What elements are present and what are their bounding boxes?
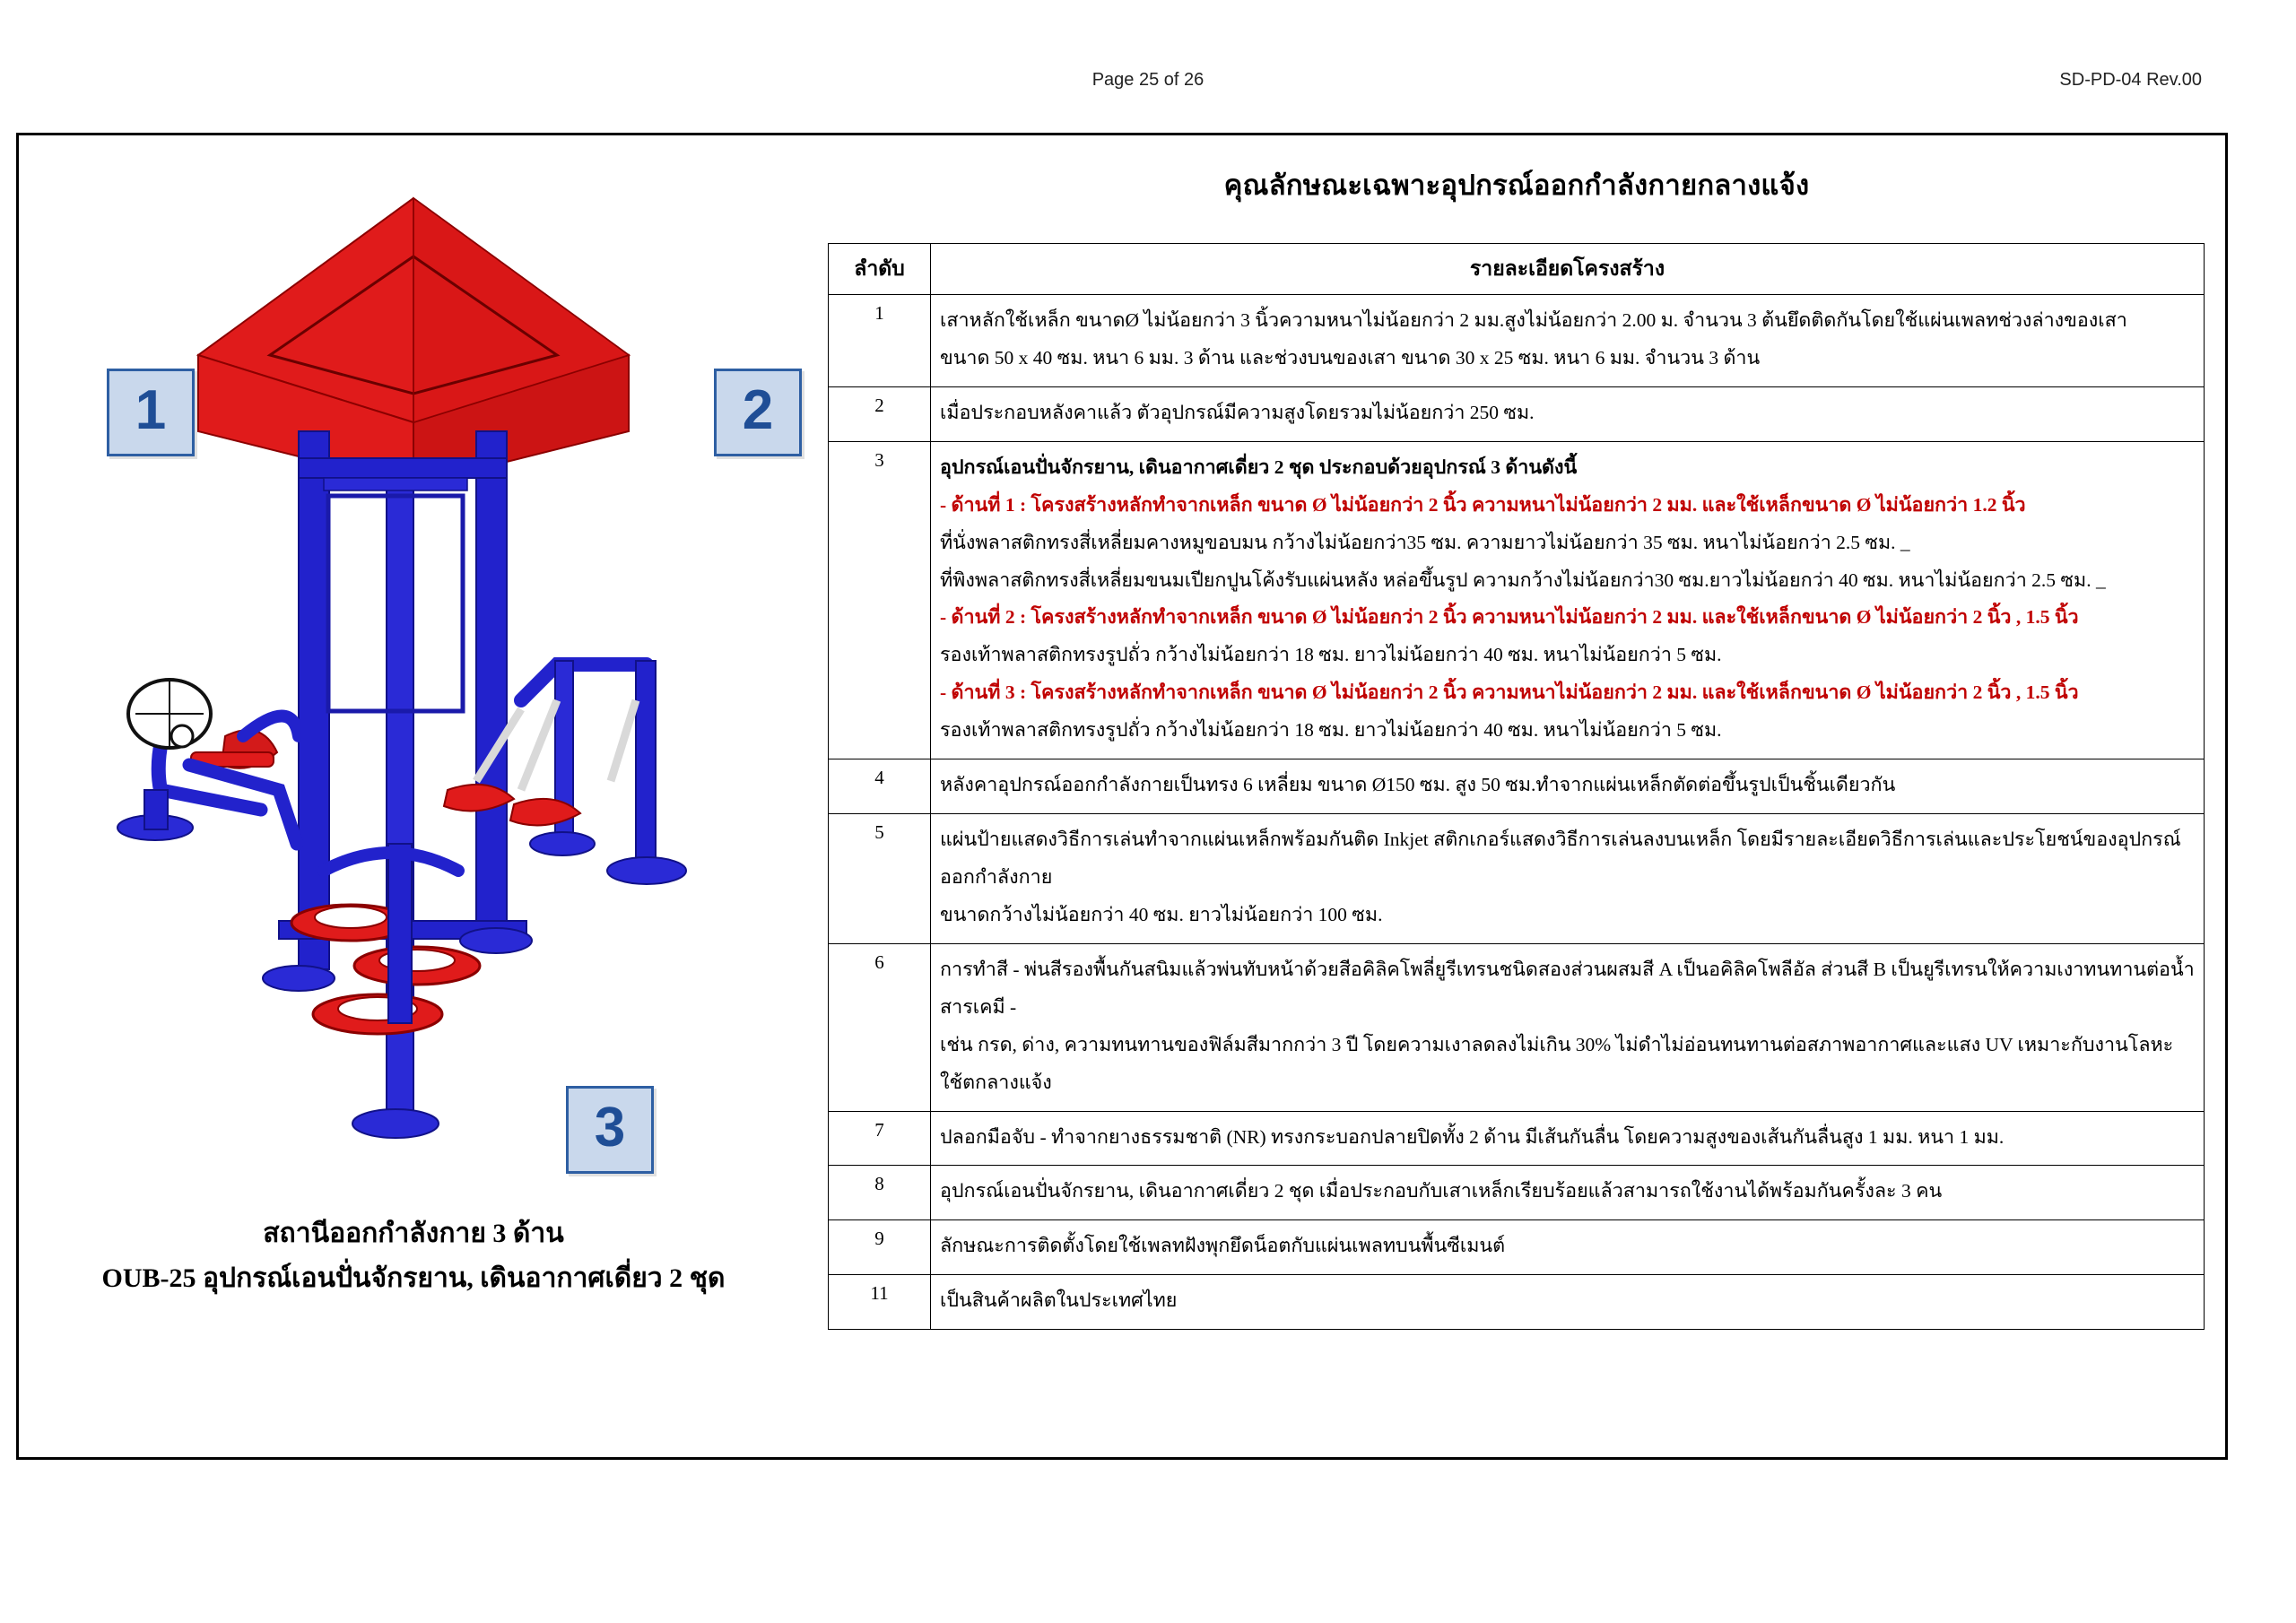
table-row <box>829 814 2205 944</box>
page-number-label: Page 25 of 26 <box>1091 70 1205 90</box>
table-header-row <box>829 244 2205 295</box>
detail-line: - ด้านที่ 1 : โครงสร้างหลักทำจากเหล็ก ขนาด Ø ไม่น้อยกว่า 2 นิ้ว ความหนาไม่น้อยกว่า 2 มม. และใช้เหล็กขนาด Ø ไม่น้อยกว่า 1.2 นิ้ว <box>940 493 2026 516</box>
row-detail <box>931 1275 2205 1330</box>
detail-line: ขนาด 50 x 40 ซม. หนา 6 มม. 3 ด้าน และช่วงบนของเสา ขนาด 30 x 25 ซม. หนา 6 มม. จำนวน 3 ด้าน <box>940 346 1761 369</box>
document-code-label: SD-PD-04 Rev.00 <box>2059 70 2202 90</box>
detail-line: แผ่นป้ายแสดงวิธีการเล่นทำจากแผ่นเหล็กพร้อมกันติด Inkjet สติกเกอร์แสดงวิธีการเล่นลงบนเหล็ก โดยมีรายละเอียดวิธีการเล่นและประโยชน์ของอุปกรณ์ออกกำลังกาย <box>940 829 2181 888</box>
row-number: 3 <box>829 441 931 759</box>
table-row <box>829 1275 2205 1330</box>
column-header-no: ลำดับ <box>829 244 931 295</box>
detail-line: อุปกรณ์เอนปั่นจักรยาน, เดินอากาศเดี่ยว 2 ชุด เมื่อประกอบกับเสาเหล็กเรียบร้อยแล้วสามารถใช้งานได้พร้อมกันครั้งละ 3 คน <box>940 1180 1943 1202</box>
specification-title: คุณลักษณะเฉพาะอุปกรณ์ออกกำลังกายกลางแจ้ง <box>1223 169 1810 201</box>
illustration-panel <box>19 135 808 1457</box>
detail-line: เป็นสินค้าผลิตในประเทศไทย <box>940 1289 1178 1312</box>
row-detail <box>931 1111 2205 1166</box>
row-number: 1 <box>829 295 931 387</box>
table-row <box>829 1111 2205 1166</box>
specification-table <box>828 243 2205 1330</box>
row-detail <box>931 1166 2205 1220</box>
detail-line: เมื่อประกอบหลังคาแล้ว ตัวอุปกรณ์มีความสูงโดยรวมไม่น้อยกว่า 250 ซม. <box>940 401 1535 423</box>
detail-line: การทำสี - พ่นสีรองพื้นกันสนิมแล้วพ่นทับหน้าด้วยสีอคิลิคโพลี่ยูรีเทรนชนิดสองส่วนผสมสี A เป็นอคิลิคโพลีอัล ส่วนสี B เป็นยูรีเทรนให้ความเงาทนทานต่อน้ำสารเคมี - <box>940 958 2195 1018</box>
detail-line: เช่น กรด, ด่าง, ความทนทานของฟิล์มสีมากกว่า 3 ปี โดยความเงาลดลงไม่เกิน 30% ไม่ดำไม่อ่อนทนทานต่อสภาพอากาศและแสง UV เหมาะกับงานโลหะใช้ตกลางแจ้ง <box>940 1033 2174 1093</box>
detail-line: รองเท้าพลาสติกทรงรูปถั่ว กว้างไม่น้อยกว่า 18 ซม. ยาวไม่น้อยกว่า 40 ซม. หนาไม่น้อยกว่า 5 ซม. <box>940 719 1722 742</box>
row-number: 5 <box>829 814 931 944</box>
table-row <box>829 295 2205 387</box>
callout-badge-2: 2 <box>714 369 802 456</box>
table-body <box>829 295 2205 1330</box>
table-row <box>829 1220 2205 1275</box>
row-detail <box>931 814 2205 944</box>
row-number: 7 <box>829 1111 931 1166</box>
equipment-drawing <box>55 162 772 1176</box>
detail-line: อุปกรณ์เอนปั่นจักรยาน, เดินอากาศเดี่ยว 2 ชุด ประกอบด้วยอุปกรณ์ 3 ด้านดังนี้ <box>940 456 1578 478</box>
detail-line: - ด้านที่ 2 : โครงสร้างหลักทำจากเหล็ก ขนาด Ø ไม่น้อยกว่า 2 นิ้ว ความหนาไม่น้อยกว่า 2 มม. และใช้เหล็กขนาด Ø ไม่น้อยกว่า 2 นิ้ว , 1.5 นิ้ว <box>940 606 2079 629</box>
caption-line-2: OUB-25 อุปกรณ์เอนปั่นจักรยาน, เดินอากาศเดี่ยว 2 ชุด <box>101 1263 726 1293</box>
product-caption <box>19 1211 808 1301</box>
equipment-illustration <box>55 162 772 1176</box>
document-frame <box>16 133 2228 1460</box>
row-number: 11 <box>829 1275 931 1330</box>
row-number: 4 <box>829 759 931 814</box>
detail-line: เสาหลักใช้เหล็ก ขนาดØ ไม่น้อยกว่า 3 นิ้วความหนาไม่น้อยกว่า 2 มม.สูงไม่น้อยกว่า 2.00 ม. จำนวน 3 ต้นยึดติดกันโดยใช้แผ่นเพลทช่วงล่างของเสา <box>940 309 2127 331</box>
row-detail <box>931 759 2205 814</box>
table-row <box>829 441 2205 759</box>
detail-line: ที่นั่งพลาสติกทรงสี่เหลี่ยมคางหมูขอบมน กว้างไม่น้อยกว่า35 ซม. ความยาวไม่น้อยกว่า 35 ซม. หนาไม่น้อยกว่า 2.5 ซม. _ <box>940 531 1910 553</box>
caption-line-1: สถานีออกกำลังกาย 3 ด้าน <box>263 1219 564 1248</box>
row-detail <box>931 386 2205 441</box>
callout-badge-1: 1 <box>107 369 195 456</box>
row-number: 9 <box>829 1220 931 1275</box>
detail-line: ปลอกมือจับ - ทำจากยางธรรมชาติ (NR) ทรงกระบอกปลายปิดทั้ง 2 ด้าน มีเส้นกันลื่น โดยความสูงของเส้นกันลื่นสูง 1 มม. หนา 1 มม. <box>940 1125 2005 1148</box>
detail-line: ขนาดกว้างไม่น้อยกว่า 40 ซม. ยาวไม่น้อยกว่า 100 ซม. <box>940 903 1383 925</box>
specification-panel <box>808 135 2225 1457</box>
detail-line: ที่พิงพลาสติกทรงสี่เหลี่ยมขนมเปียกปูนโค้งรับแผ่นหลัง หล่อขึ้นรูป ความกว้างไม่น้อยกว่า30 ซม.ยาวไม่น้อยกว่า 40 ซม. หนาไม่น้อยกว่า 2.5 ซม. _ <box>940 568 2106 591</box>
row-number: 2 <box>829 386 931 441</box>
row-detail <box>931 441 2205 759</box>
row-number: 6 <box>829 943 931 1111</box>
detail-line: - ด้านที่ 3 : โครงสร้างหลักทำจากเหล็ก ขนาด Ø ไม่น้อยกว่า 2 นิ้ว ความหนาไม่น้อยกว่า 2 มม. และใช้เหล็กขนาด Ø ไม่น้อยกว่า 2 นิ้ว , 1.5 นิ้ว <box>940 681 2079 704</box>
row-detail <box>931 295 2205 387</box>
row-detail <box>931 1220 2205 1275</box>
detail-line: หลังคาอุปกรณ์ออกกำลังกายเป็นทรง 6 เหลี่ยม ขนาด Ø150 ซม. สูง 50 ซม.ทำจากแผ่นเหล็กตัดต่อขึ้นรูปเป็นชิ้นเดียวกัน <box>940 774 1896 796</box>
row-detail <box>931 943 2205 1111</box>
table-row <box>829 943 2205 1111</box>
page-header <box>0 70 2296 106</box>
column-header-detail: รายละเอียดโครงสร้าง <box>931 244 2205 295</box>
table-row <box>829 759 2205 814</box>
detail-line: ลักษณะการติดตั้งโดยใช้เพลทฝังพุกยึดน็อตกับแผ่นเพลทบนพื้นซีเมนต์ <box>940 1235 1506 1257</box>
detail-line: รองเท้าพลาสติกทรงรูปถั่ว กว้างไม่น้อยกว่า 18 ซม. ยาวไม่น้อยกว่า 40 ซม. หนาไม่น้อยกว่า 5 ซม. <box>940 644 1722 666</box>
row-number: 8 <box>829 1166 931 1220</box>
table-row <box>829 1166 2205 1220</box>
callout-badge-3: 3 <box>566 1086 654 1174</box>
table-row <box>829 386 2205 441</box>
